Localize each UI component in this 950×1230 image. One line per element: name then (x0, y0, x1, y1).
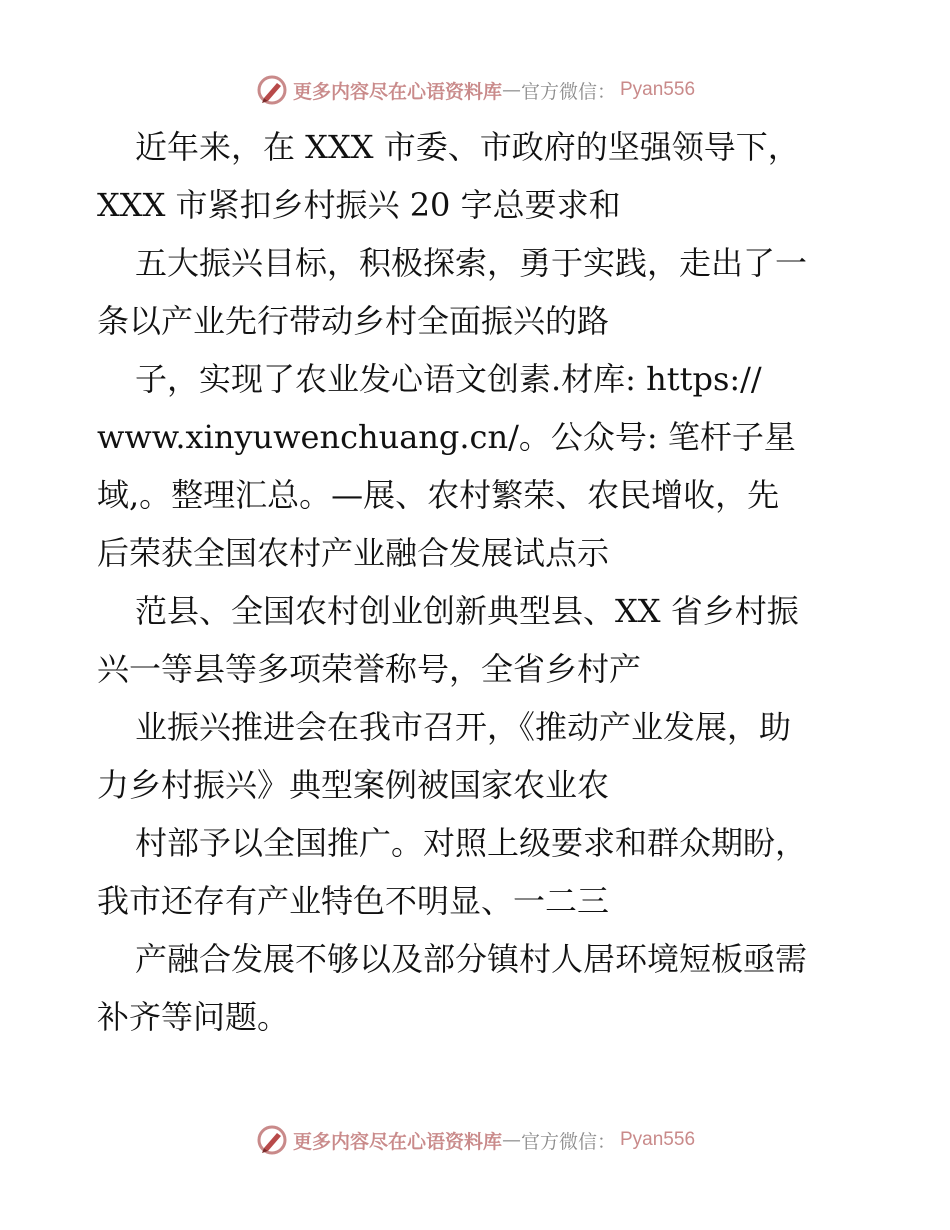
pen-logo-icon (255, 73, 289, 107)
footer-banner (0, 1120, 950, 1160)
banner-title: 更多内容尽在心语资料库 (292, 80, 502, 103)
text-line: 条以产业先行带动乡村全面振兴的路 (97, 302, 610, 340)
banner-wechat-label: 官方微信： (520, 80, 616, 103)
text-line: 子，实现了农业发心语文创素.材库: https:// (135, 360, 762, 398)
text-line: 产融合发展不够以及部分镇村人居环境短板亟需 (135, 940, 808, 978)
text-line: 我市还存有产业特色不明显、一二三 (97, 882, 610, 920)
text-line: 域,。整理汇总。—展、农村繁荣、农民增收，先 (97, 476, 780, 514)
text-line: 范县、全国农村创业创新典型县、XX 省乡村振 (135, 592, 799, 630)
text-line: www.xinyuwenchuang.cn/。公众号: 笔杆子星 (97, 418, 796, 456)
banner-wechat-id: Pyan556 (620, 1129, 696, 1150)
text-line: 村部予以全国推广。对照上级要求和群众期盼， (135, 824, 808, 862)
text-line: XXX 市紧扣乡村振兴 20 字总要求和 (97, 186, 621, 224)
banner-separator: — (501, 79, 521, 101)
text-line: 兴一等县等多项荣誉称号，全省乡村产 (97, 650, 642, 688)
text-line: 力乡村振兴》典型案例被国家农业农 (97, 766, 610, 804)
text-line: 五大振兴目标，积极探索，勇于实践，走出了一 (135, 244, 808, 282)
banner-title: 更多内容尽在心语资料库 (292, 1130, 502, 1153)
banner-wechat-label: 官方微信： (520, 1130, 616, 1153)
text-line: 业振兴推进会在我市召开，《推动产业发展，助 (135, 708, 792, 746)
text-line: 近年来，在 XXX 市委、市政府的坚强领导下， (135, 128, 800, 166)
header-banner (0, 70, 950, 110)
text-line: 补齐等问题。 (97, 998, 290, 1036)
banner-separator: — (501, 1129, 521, 1151)
document-body (97, 118, 857, 1046)
pen-logo-icon (255, 1123, 289, 1157)
text-line: 后荣获全国农村产业融合发展试点示 (97, 534, 610, 572)
banner-wechat-id: Pyan556 (620, 79, 696, 100)
